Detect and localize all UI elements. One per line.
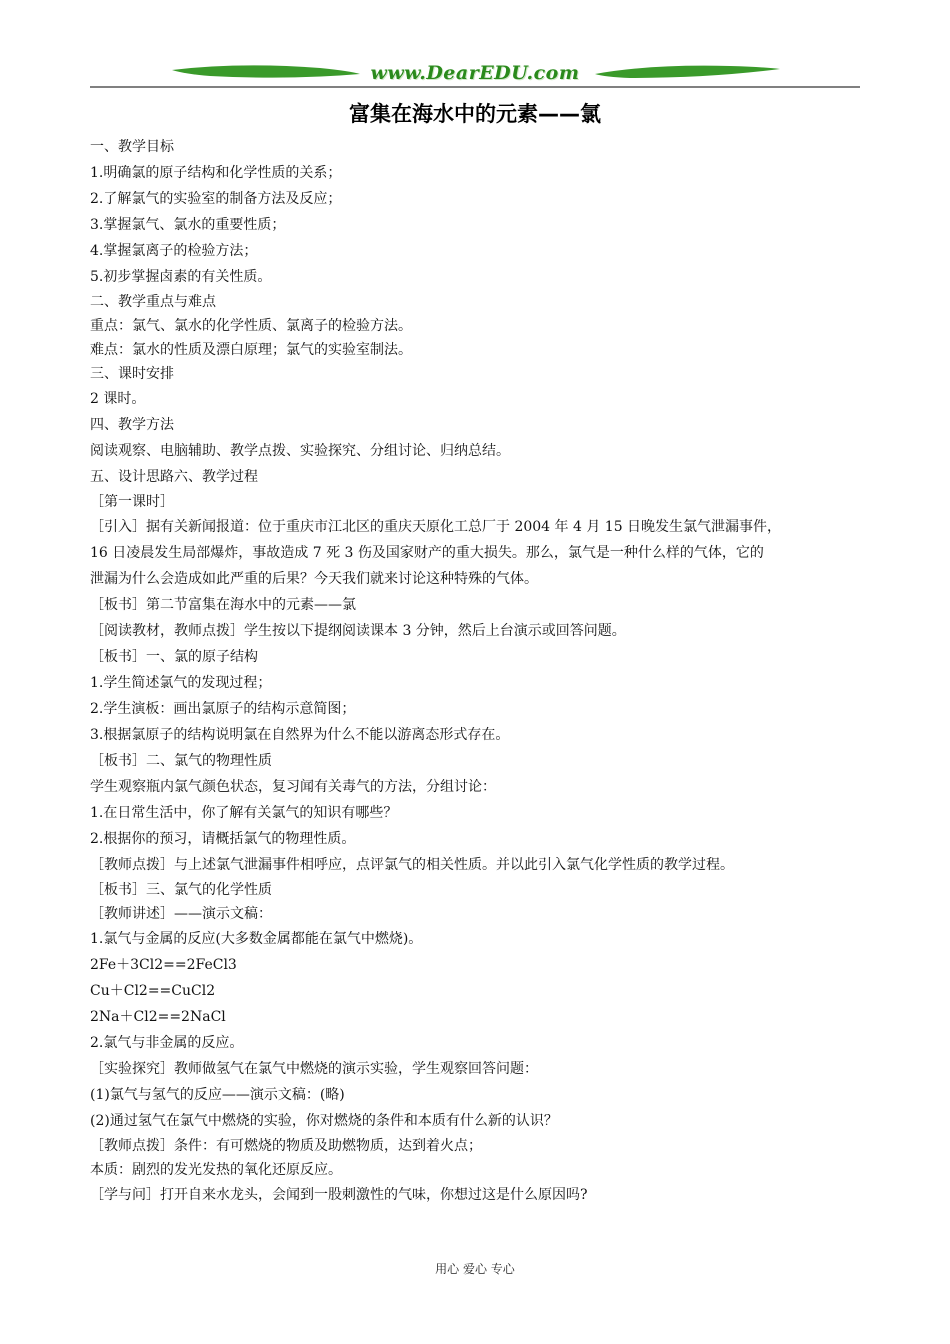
text-line: 五、设计思路六、教学过程 [90,469,258,485]
text-line: ［教师点拨］与上述氯气泄漏事件相呼应，点评氯气的相关性质。并以此引入氯气化学性质的教学过程。 [90,857,734,873]
page-title: 富集在海水中的元素——氯 [349,102,601,126]
text-line: ［学与问］打开自来水龙头，会闻到一股刺激性的气味，你想过这是什么原因吗? [90,1187,588,1203]
text-line: 1.氯气与金属的反应(大多数金属都能在氯气中燃烧)。 [90,931,423,947]
text-line: ［板书］一、氯的原子结构 [90,649,258,665]
text-line: 3.根据氯原子的结构说明氯在自然界为什么不能以游离态形式存在。 [90,727,510,743]
text-line: 1.在日常生活中，你了解有关氯气的知识有哪些？ [90,805,398,821]
text-line: 4.掌握氯离子的检验方法； [90,243,258,259]
text-line: (1)氯气与氢气的反应——演示文稿：(略) [90,1087,345,1103]
text-line: ［阅读教材，教师点拨］学生按以下提纲阅读课本 3 分钟，然后上台演示或回答问题。 [90,623,626,639]
text-line: 3.掌握氯气、氯水的重要性质； [90,217,286,233]
formula-line: 2Na＋Cl2==2NaCl [90,1009,226,1025]
site-header [90,58,860,90]
text-line: 2.氯气与非金属的反应。 [90,1035,244,1051]
text-line: 学生观察瓶内氯气颜色状态，复习闻有关毒气的方法，分组讨论： [90,779,496,795]
text-line: ［教师点拨］条件：有可燃烧的物质及助燃物质，达到着火点； [90,1138,482,1154]
text-line: ［第一课时］ [90,494,174,510]
document-body [90,134,880,1208]
text-line: 本质：剧烈的发光发热的氧化还原反应。 [90,1162,342,1178]
text-line: 5.初步掌握卤素的有关性质。 [90,269,272,285]
text-line: 三、课时安排 [90,366,174,382]
text-line: ［实验探究］教师做氢气在氯气中燃烧的演示实验，学生观察回答问题： [90,1061,538,1077]
text-line: 泄漏为什么会造成如此严重的后果？今天我们就来讨论这种特殊的气体。 [90,571,538,587]
text-line: ［引入］据有关新闻报道：位于重庆市江北区的重庆天原化工总厂于 2004 年 4 月 15 日晚发生氯气泄漏事件， [90,519,782,535]
text-line: ［教师讲述］——演示文稿： [90,906,272,922]
text-line: 重点：氯气、氯水的化学性质、氯离子的检验方法。 [90,318,412,334]
text-line: 16 日凌晨发生局部爆炸，事故造成 7 死 3 伤及国家财产的重大损失。那么，氯气是一种什么样的气体，它的 [90,545,764,561]
text-line: 2.根据你的预习，请概括氯气的物理性质。 [90,831,356,847]
text-line: (2)通过氢气在氯气中燃烧的实验，你对燃烧的条件和本质有什么新的认识？ [90,1113,558,1129]
text-line: 2.了解氯气的实验室的制备方法及反应； [90,191,342,207]
text-line: 2 课时。 [90,391,146,407]
text-line: ［板书］二、氯气的物理性质 [90,753,272,769]
text-line: 2.学生演板：画出氯原子的结构示意简图； [90,701,356,717]
text-line: 1.学生简述氯气的发现过程； [90,675,272,691]
formula-line: Cu＋Cl2==CuCl2 [90,983,216,999]
text-line: 二、教学重点与难点 [90,294,216,310]
page-footer: 用心 爱心 专心 [435,1262,515,1276]
text-line: 阅读观察、电脑辅助、教学点拨、实验探究、分组讨论、归纳总结。 [90,443,510,459]
text-line: ［板书］第二节富集在海水中的元素——氯 [90,597,356,613]
text-line: ［板书］三、氯气的化学性质 [90,882,272,898]
text-line: 四、教学方法 [90,417,174,433]
formula-line: 2Fe＋3Cl2==2FeCl3 [90,957,237,973]
text-line: 一、教学目标 [90,139,174,155]
text-line: 难点：氯水的性质及漂白原理；氯气的实验室制法。 [90,342,412,358]
text-line: 1.明确氯的原子结构和化学性质的关系； [90,165,342,181]
site-logo[interactable]: www.DearEDU.com [370,62,580,84]
